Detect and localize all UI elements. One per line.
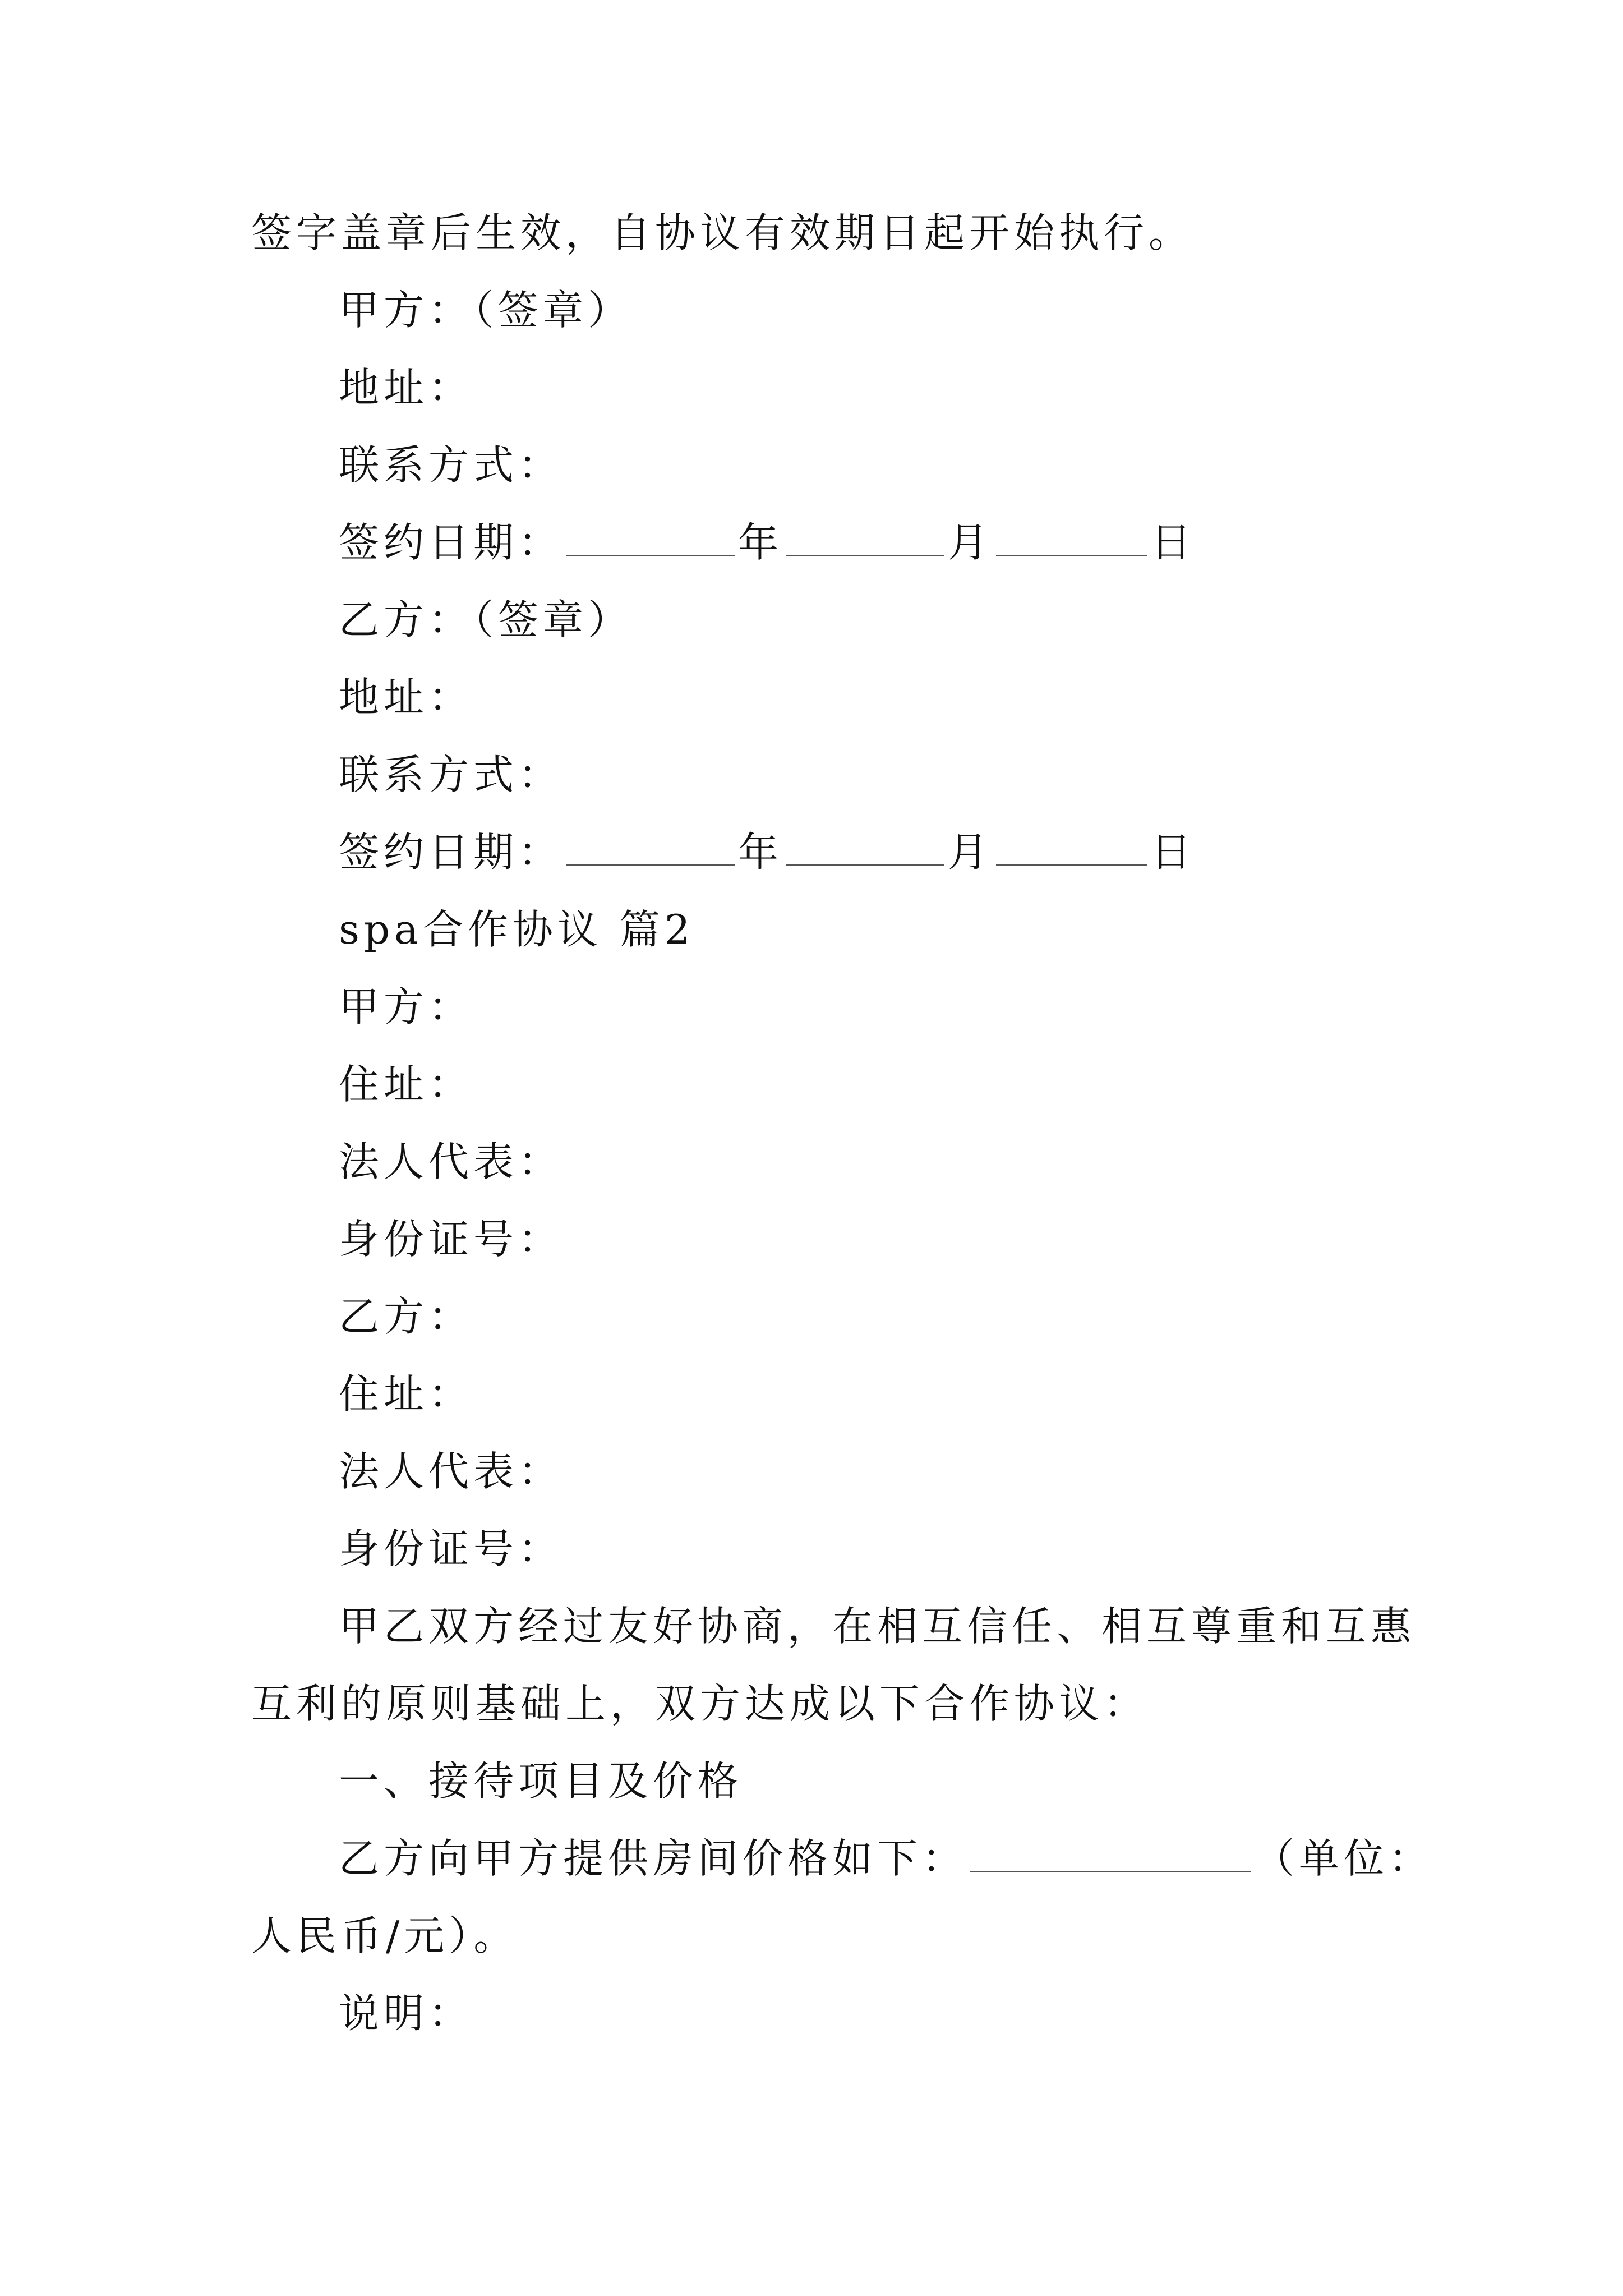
section-heading-items-prices: 一、接待项目及价格: [339, 1757, 743, 1805]
year-label: 年: [738, 829, 783, 876]
month-label: 月: [948, 829, 993, 876]
day-label: 日: [1151, 519, 1196, 566]
sign-date-label: 签约日期：: [339, 519, 564, 566]
paragraph-intro-line-1: 甲乙双方经过友好协商，在相互信任、相互尊重和互惠: [339, 1603, 1416, 1650]
unit-label: （单位：: [1254, 1835, 1434, 1882]
day-blank: [996, 824, 1147, 866]
sign-date-label: 签约日期：: [339, 829, 564, 876]
party-b-address: 地址：: [339, 674, 474, 721]
note-label: 说明：: [339, 1990, 474, 2037]
party-a-id-number: 身份证号：: [339, 1216, 564, 1263]
party-b-residence: 住址：: [339, 1370, 474, 1418]
unit-currency-line: 人民币/元）。: [251, 1912, 519, 1959]
party-a-label: 甲方：: [339, 983, 474, 1030]
party-a-legal-rep: 法人代表：: [339, 1138, 564, 1185]
month-label: 月: [948, 519, 993, 566]
section-heading-spa-2: spa合作协议 篇2: [339, 906, 695, 953]
paragraph-intro-line-2: 互利的原则基础上，双方达成以下合作协议：: [251, 1680, 1149, 1727]
party-b-seal: 乙方：（签章）: [339, 596, 633, 643]
party-a-contact: 联系方式：: [339, 441, 564, 489]
year-blank: [566, 514, 735, 556]
party-a-residence: 住址：: [339, 1061, 474, 1108]
day-blank: [996, 514, 1147, 556]
party-a-seal: 甲方：（签章）: [339, 287, 633, 334]
room-price-label: 乙方向甲方提供房间价格如下：: [339, 1835, 967, 1882]
room-price-line: [339, 1830, 1433, 1887]
party-a-sign-date: [339, 514, 1196, 570]
party-a-address: 地址：: [339, 364, 474, 411]
text-line-effective: 签字盖章后生效，自协议有效期日起开始执行。: [251, 209, 1194, 256]
price-blank: [970, 1830, 1251, 1872]
party-b-sign-date: [339, 824, 1196, 880]
party-b-contact: 联系方式：: [339, 751, 564, 798]
party-b-id-number: 身份证号：: [339, 1525, 564, 1572]
party-b-label: 乙方：: [339, 1293, 474, 1340]
month-blank: [786, 514, 944, 556]
day-label: 日: [1151, 829, 1196, 876]
year-label: 年: [738, 519, 783, 566]
party-b-legal-rep: 法人代表：: [339, 1448, 564, 1495]
year-blank: [566, 824, 735, 866]
month-blank: [786, 824, 944, 866]
